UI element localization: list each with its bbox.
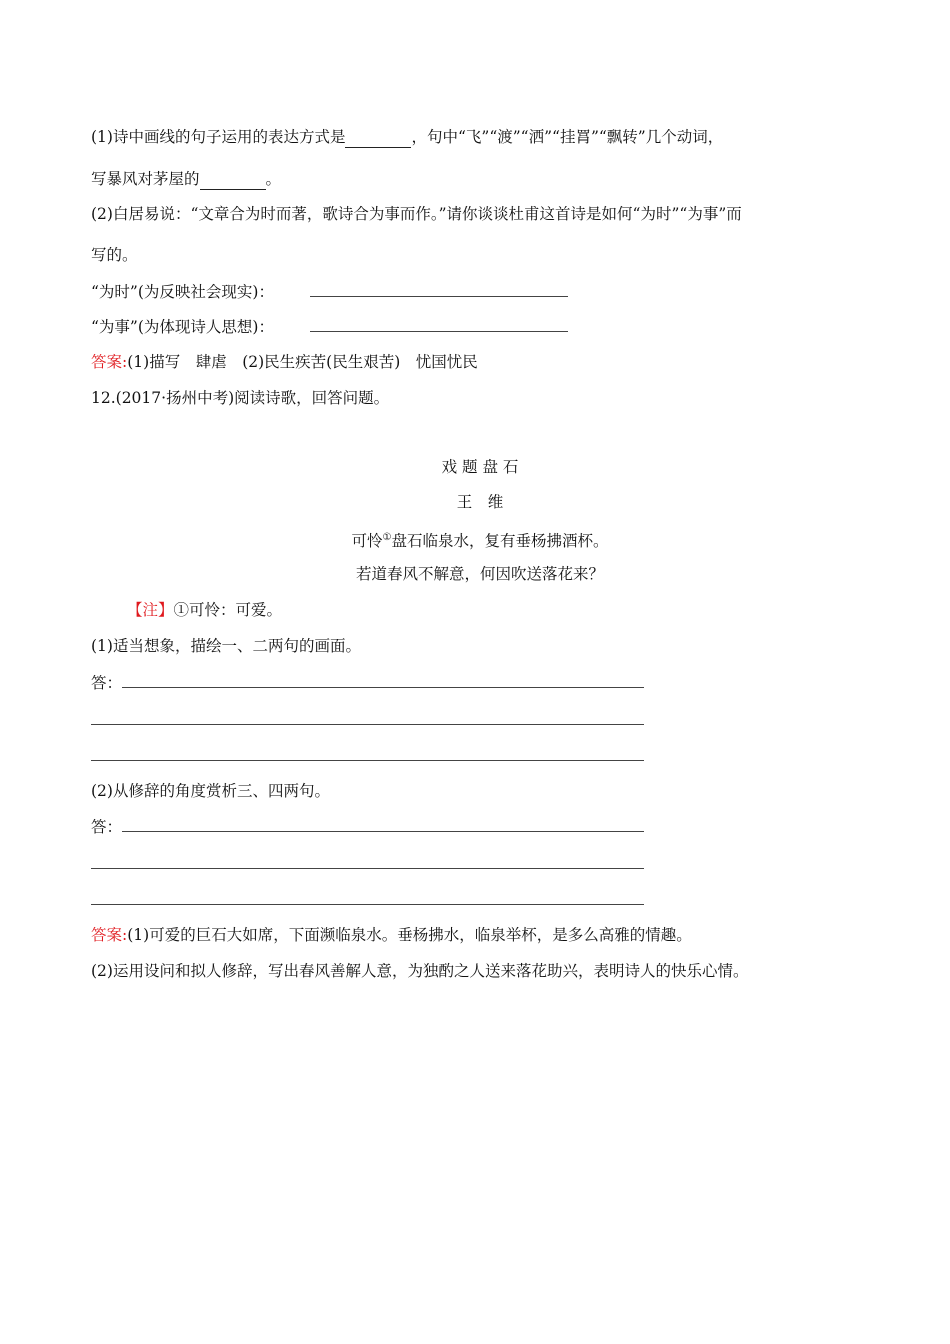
- answer-line-2c[interactable]: [91, 904, 644, 905]
- weishi2-answer-line[interactable]: [310, 331, 568, 332]
- q11-answer: [91, 351, 478, 373]
- q11-sub1-text-d: 。: [265, 170, 282, 188]
- answer-line-1c[interactable]: [91, 760, 644, 761]
- weishi2-label: “为事”(为体现诗人思想)：: [91, 318, 274, 336]
- weishi-label: “为时”(为反映社会现实)：: [91, 283, 274, 301]
- answer-blank[interactable]: [200, 173, 266, 190]
- note-label: 【注】: [127, 601, 174, 619]
- poem-note: [127, 599, 282, 621]
- answer-label: 答案:: [91, 353, 128, 371]
- answer-blank[interactable]: [345, 131, 411, 148]
- poem-line-1: [5, 527, 950, 552]
- answer-text: (1)描写 肆虐 (2)民生疾苦(民生艰苦) 忧国忧民: [127, 353, 478, 371]
- q12-intro: 12.(2017·扬州中考)阅读诗歌，回答问题。: [91, 389, 390, 407]
- poem-author: 王 维: [456, 493, 504, 511]
- poem-title: 戏 题 盘 石: [441, 458, 519, 476]
- q12-answer-1: [91, 924, 692, 946]
- q11-sub1-text-a: (1)诗中画线的句子运用的表达方式是: [91, 128, 346, 146]
- q12-sub2: (2)从修辞的角度赏析三、四两句。: [91, 782, 330, 800]
- answer-line-2b[interactable]: [91, 868, 644, 869]
- answer-line-2a[interactable]: [122, 831, 644, 832]
- answer-line-1b[interactable]: [91, 724, 644, 725]
- answer-line-1a[interactable]: [122, 687, 644, 688]
- answer-text-1: (1)可爱的巨石大如席，下面濒临泉水。垂杨拂水，临泉举杯，是多么高雅的情趣。: [127, 926, 692, 944]
- poem-line-1-b: 盘石临泉水，复有垂杨拂酒杯。: [391, 532, 609, 550]
- q11-sub1-line2: [91, 168, 281, 190]
- poem-line-2: 若道春风不解意，何因吹送落花来？: [355, 565, 604, 583]
- q11-sub2-line2: 写的。: [91, 246, 138, 264]
- q12-sub1: (1)适当想象，描绘一、二两句的画面。: [91, 637, 361, 655]
- weishi-answer-line[interactable]: [310, 296, 568, 297]
- answer-prefix-2: 答：: [91, 818, 123, 836]
- q11-weishi-row: [91, 281, 274, 303]
- q12-answer-2: (2)运用设问和拟人修辞，写出春风善解人意，为独酌之人送来落花助兴，表明诗人的快乐心情。: [91, 962, 749, 980]
- footnote-marker: ①: [382, 532, 392, 543]
- poem-line-1-a: 可怜: [351, 532, 383, 550]
- answer-label: 答案:: [91, 926, 128, 944]
- q11-sub1-text-c: 写暴风对茅屋的: [91, 170, 200, 188]
- note-text: ①可怜：可爱。: [173, 601, 283, 619]
- answer-prefix-1: 答：: [91, 674, 123, 692]
- q11-sub2-line1: (2)白居易说：“文章合为时而著，歌诗合为事而作。”请你谈谈杜甫这首诗是如何“为时”“为事”而: [91, 205, 742, 223]
- q11-sub1-text-b: ，句中“飞”“渡”“洒”“挂罥”“飘转”几个动词，: [411, 128, 724, 146]
- q11-weishi2-row: [91, 316, 274, 338]
- q11-sub1-line1: [91, 126, 723, 148]
